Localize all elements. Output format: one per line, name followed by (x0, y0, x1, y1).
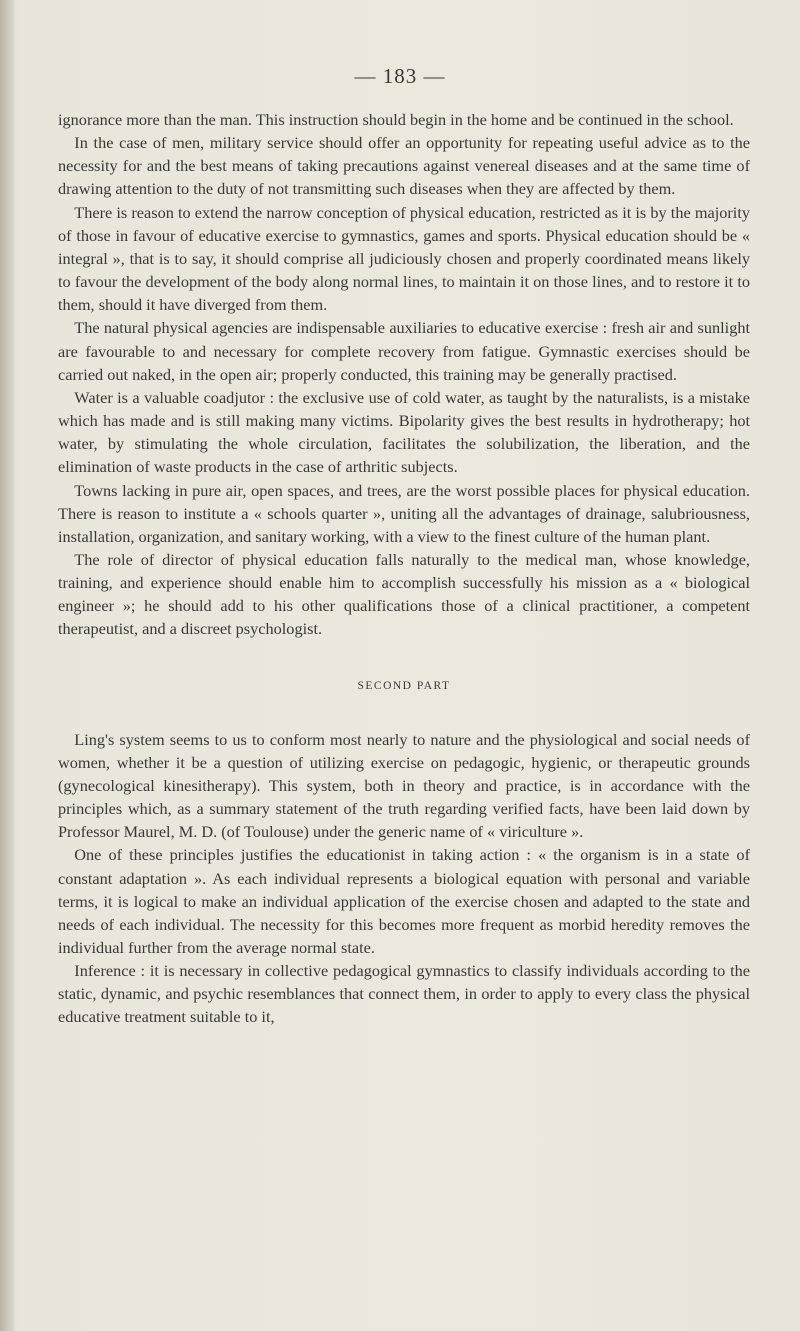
paragraph: The role of director of physical education falls naturally to the medical man, whose knowledge, training, and experience should enable him to accomplish successfully his mission as a « biological engineer »; he should add to his other qualifications those of a clinical practitioner, a competent therapeutist, and a discreet psychologist. (58, 549, 750, 639)
page-spine-shadow (0, 0, 14, 1331)
paragraph: One of these principles justifies the educationist in taking action : « the organism is in a state of constant adaptation ». As each individual represents a biological equation with personal and variable terms, it is logical to make an individual application of the exercise chosen and adapted to the state and needs of each individual. The necessity for this becomes more frequent as morbid heredity removes the individual further from the average normal state. (58, 845, 750, 957)
paragraph: There is reason to extend the narrow conception of physical education, restricted as it is by the majority of those in favour of educative exercise to gymnastics, games and sports. Physical education should be « integral », that is to say, it should comprise all judiciously chosen and properly coordinated means likely to favour the development of the body along normal lines, to maintain it on those lines, and to restore it to them, should it have diverged from them. (58, 202, 750, 315)
body-text (58, 108, 750, 1029)
page-number: — 183 — (354, 64, 446, 88)
paragraph: Water is a valuable coadjutor : the exclusive use of cold water, as taught by the naturalists, is a mistake which has made and is still making many victims. Bipolarity gives the best results in hydrotherapy; hot water, by stimulating the whole circulation, facilitates the solubilization, the liberation, and the elimination of waste products in the case of arthritic subjects. (58, 387, 750, 477)
paragraph: Ling's system seems to us to conform most nearly to nature and the physiological and social needs of women, whether it be a question of utilizing exercise on pedagogic, hygienic, or therapeutic grounds (gynecological kinesitherapy). This system, both in theory and practice, is in accordance with the principles which, as a summary statement of the truth regarding verified facts, have been laid down by Professor Maurel, M. D. (of Toulouse) under the generic name of « viriculture ». (58, 729, 750, 842)
paragraph: In the case of men, military service should offer an opportunity for repeating useful advice as to the necessity for and the best means of taking precautions against venereal diseases and at the same time of drawing attention to the duty of not transmitting such diseases when they are affected by them. (58, 133, 750, 199)
paragraph: The natural physical agencies are indispensable auxiliaries to educative exercise : fresh air and sunlight are favourable to and necessary for complete recovery from fatigue. Gymnastic exercises should be carried out naked, in the open air; properly conducted, this training may be generally practised. (58, 318, 750, 384)
section-heading: SECOND PART (357, 679, 451, 692)
paragraph: Towns lacking in pure air, open spaces, and trees, are the worst possible places for physical education. There is reason to institute a « schools quarter », uniting all the advantages of drainage, salubriousness, installation, organization, and sanitary working, with a view to the finest culture of the human plant. (58, 480, 750, 546)
paragraph: Inference : it is necessary in collective pedagogical gymnastics to classify individuals according to the static, dynamic, and psychic resemblances that connect them, in order to apply to every class the physical educative treatment suitable to it, (58, 961, 750, 1027)
paragraph: ignorance more than the man. This instruction should begin in the home and be continued in the school. (58, 110, 734, 129)
